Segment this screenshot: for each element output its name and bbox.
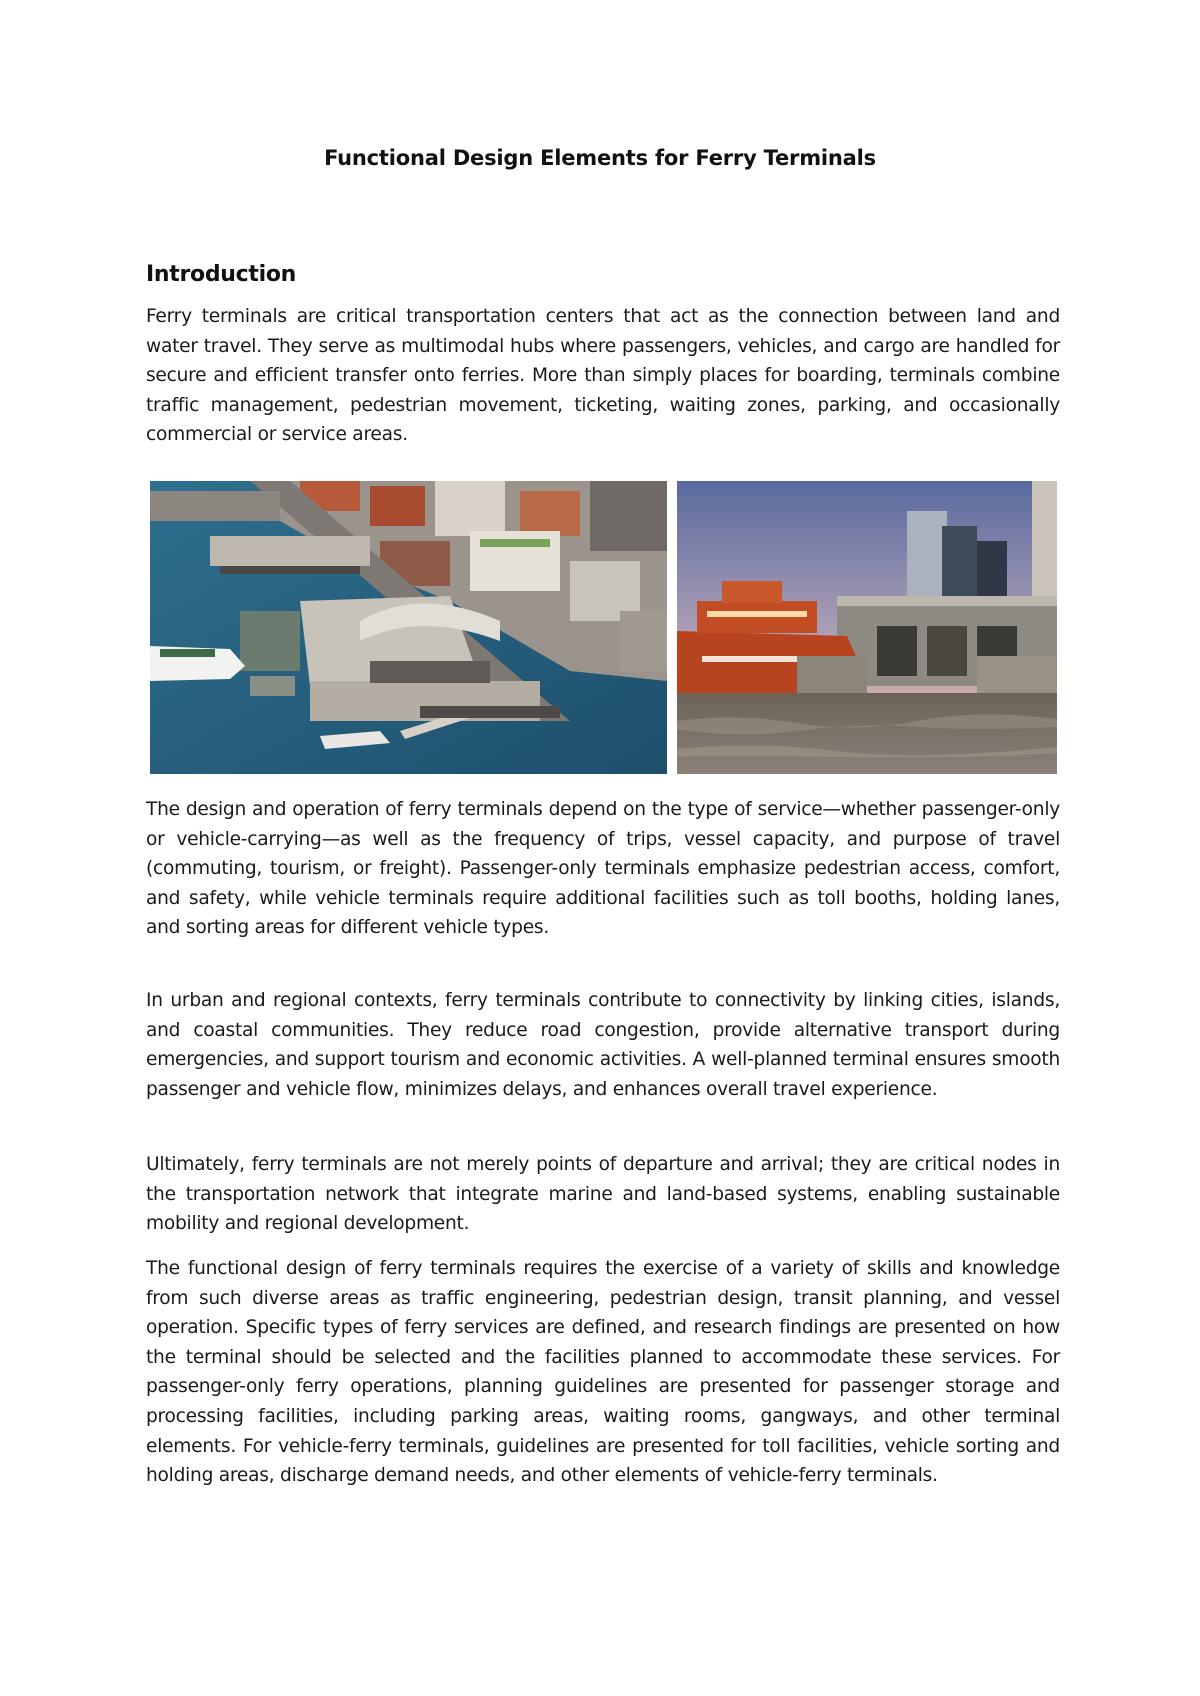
- paragraph: The functional design of ferry terminals requires the exercise of a variety of skills and knowledge from such diverse areas as traffic engineering, pedestrian design, transit planning, and vessel operation. Specific types of ferry services are defined, and research findings are presented on how the terminal should be selected and the facilities planned to accommodate these services. For passenger-only ferry operations, planning guidelines are presented for passenger storage and processing facilities, including parking areas, waiting rooms, gangways, and other terminal elements. For vehicle-ferry terminals, guidelines are presented for toll facilities, vehicle sorting and holding areas, discharge demand needs, and other elements of vehicle-ferry terminals.: [146, 1258, 1060, 1487]
- paragraph: The design and operation of ferry terminals depend on the type of service—whether passenger-only or vehicle-carrying—as well as the frequency of trips, vessel capacity, and purpose of travel (commuting, tourism, or freight). Passenger-only terminals emphasize pedestrian access, comfort, and safety, while vehicle terminals require additional facilities such as toll booths, holding lanes, and sorting areas for different vehicle types.: [146, 799, 1060, 939]
- paragraph: Ultimately, ferry terminals are not merely points of departure and arrival; they are critical nodes in the transportation network that integrate marine and land-based systems, enabling sustainable mobility and regional development.: [146, 1154, 1060, 1235]
- aerial-ferry-terminal-photo: [150, 481, 667, 774]
- section-heading-introduction: Introduction: [146, 262, 297, 287]
- paragraph: Ferry terminals are critical transportation centers that act as the connection between land and water travel. They serve as multimodal hubs where passengers, vehicles, and cargo are handled for secure and efficient transfer onto ferries. More than simply places for boarding, terminals combine traffic management, pedestrian movement, ticketing, waiting zones, parking, and occasionally commercial or service areas.: [146, 306, 1060, 446]
- paragraph: In urban and regional contexts, ferry terminals contribute to connectivity by linking cities, islands, and coastal communities. They reduce road congestion, provide alternative transport during emergencies, and support tourism and economic activities. A well-planned terminal ensures smooth passenger and vehicle flow, minimizes delays, and enhances overall travel experience.: [146, 990, 1060, 1100]
- document-title: Functional Design Elements for Ferry Terminals: [324, 146, 876, 170]
- ferry-dock-photo: [677, 481, 1057, 774]
